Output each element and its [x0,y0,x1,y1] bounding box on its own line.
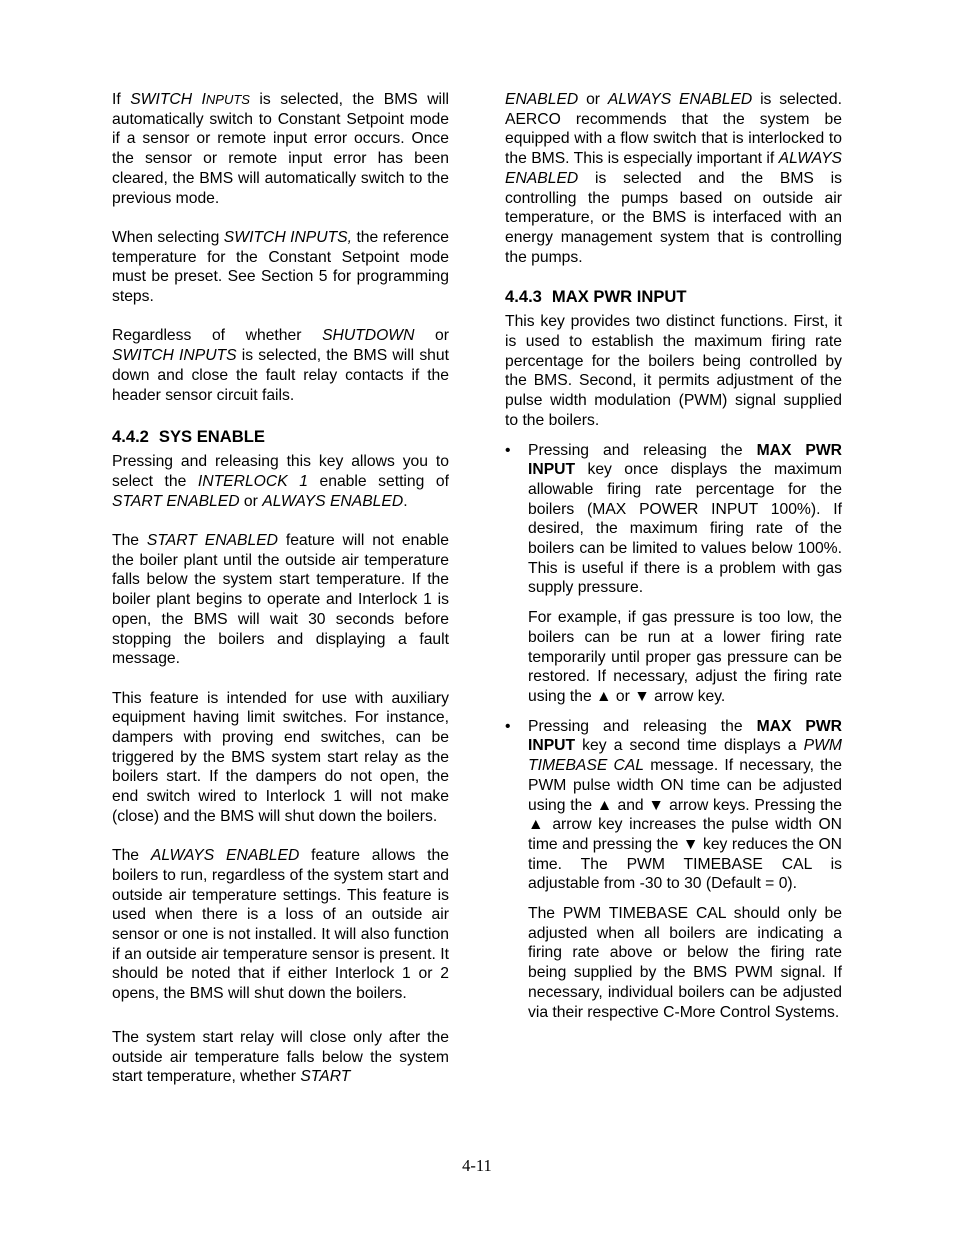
paragraph-reference-temperature: When selecting SWITCH INPUTS, the reference temperature for the Constant Setpoint mode must be preset. See Section 5 for programming steps. [112,228,449,306]
paragraph-auxiliary-equipment: This feature is intended for use with auxiliary equipment having limit switches. For instance, dampers with proving end switches, can be triggered by the BMS system start relay as the boilers start. If the dampers do not open, the end switch wired to Interlock 1 will not make (close) and the BMS will shut down the boilers. [112,689,449,825]
paragraph-max-pwr-intro: This key provides two distinct functions. First, it is used to establish the maximum firing rate percentage for the boilers being controlled by the BMS. Second, it permits adjustment of the pulse width modulation (PWM) signal supplied to the boilers. [505,313,842,429]
bullet-pwm-timebase: Pressing and releasing the MAX PWR INPUT key a second time displays a PWM TIMEBASE CAL message. If necessary, the PWM pulse width ON time can be adjusted using the ▲ and ▼ arrow keys. Pressing the ▲ arrow key increases the pulse width ON time and pressing the ▼ key reduces the ON time. The PWM TIMEBASE CAL is adjustable from -30 to 30 (Default = 0). [528,717,842,893]
section-heading-max-pwr-input: 4.4.3 MAX PWR INPUT [505,287,687,307]
list-item [505,717,842,1023]
bullet-icon: • [505,441,511,459]
right-column [505,90,842,1032]
paragraph-system-start-relay: The system start relay will close only after the outside air temperature falls below the system start temperature, whether START [112,1028,449,1086]
paragraph-flow-switch: ENABLED or ALWAYS ENABLED is selected. AERCO recommends that the system be equipped with a flow switch that is interlocked to the BMS. This is especially important if ALWAYS ENABLED is selected and the BMS is controlling the pumps based on outside air temperature, or the BMS is interfaced with an energy management system that is controlling the pumps. [505,91,842,266]
bullet-gas-pressure-example: For example, if gas pressure is too low, the boilers can be run at a lower firing rate temporarily until proper gas pressure can be restored. If necessary, adjust the firing rate using the ▲ or ▼ arrow key. [528,609,842,705]
paragraph-always-enabled: The ALWAYS ENABLED feature allows the boilers to run, regardless of the system start and outside air temperature settings. This feature is used when there is a loss of an outside air sensor or one is not installed. It will also function if an outside air temperature sensor is present. It should be noted that if either Interlock 1 or 2 opens, the BMS will shut down the boilers. [112,847,449,1003]
paragraph-switch-inputs: If SWITCH INPUTS is selected, the BMS will automatically switch to Constant Setpoint mode if a sensor or remote input error occurs. Once the sensor or remote input error has been cleared, the BMS will automatically switch to the previous mode. [112,91,449,207]
paragraph-sys-enable-key: Pressing and releasing this key allows you to select the INTERLOCK 1 enable setting of START ENABLED or ALWAYS ENABLED. [112,453,449,510]
bullet-pwm-adjust-note: The PWM TIMEBASE CAL should only be adjusted when all boilers are indicating a firing rate above or below the firing rate being supplied by the BMS PWM signal. If necessary, individual boilers can be adjusted via their respective C-More Control Systems. [528,905,842,1021]
paragraph-header-sensor: Regardless of whether SHUTDOWN or SWITCH INPUTS is selected, the BMS will shut down and close the fault relay contacts if the header sensor circuit fails. [112,327,449,404]
left-column [112,90,449,1087]
max-pwr-bullet-list [505,441,842,1023]
section-heading-sys-enable: 4.4.2 SYS ENABLE [112,427,265,447]
paragraph-start-enabled: The START ENABLED feature will not enable the boiler plant until the outside air temperature falls below the system start temperature. If the boiler plant begins to operate and Interlock 1 is open, the BMS will wait 30 seconds before stopping the boilers and displaying a fault message. [112,532,449,668]
bullet-max-power: Pressing and releasing the MAX PWR INPUT key once displays the maximum allowable firing rate percentage for the boilers (MAX POWER INPUT 100%). If desired, the maximum firing rate of the boilers can be limited to values below 100%. This is useful if there is a problem with gas supply pressure. [528,441,842,597]
page-number: 4-11 [462,1156,492,1175]
bullet-icon: • [505,717,511,735]
list-item [505,441,842,707]
